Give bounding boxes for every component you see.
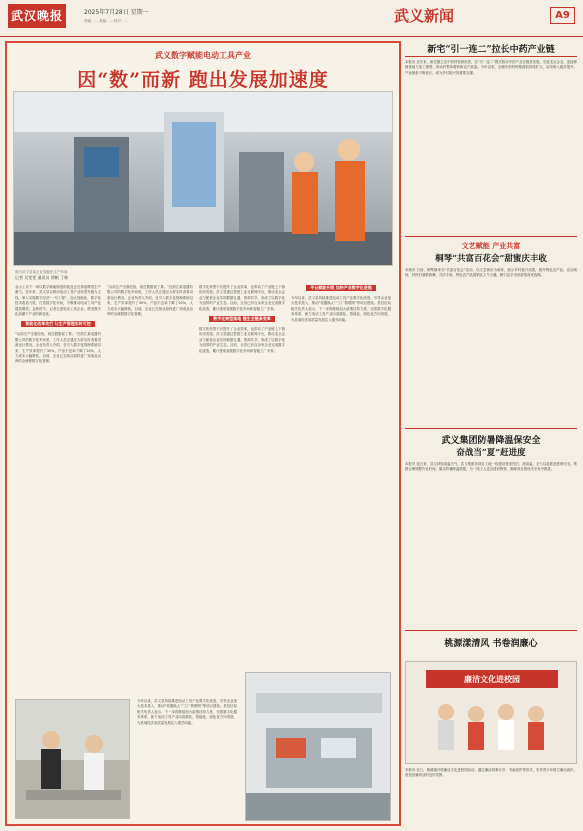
divider — [405, 428, 577, 429]
subhead-text: 智能化改革先行 让生产管理实时可控 — [21, 321, 94, 327]
production-line-photo — [245, 672, 391, 821]
story2-title: 文艺赋能 产业共富 — [461, 241, 521, 250]
lead-column-4 — [291, 285, 391, 665]
subhead-text: 平台赋能升级 加快产业数字化进程 — [306, 285, 375, 291]
divider — [405, 630, 577, 631]
column-text: 数字化转型不仅提升了企业效率，也带动了产业链上下游协同发展。武义县通过搭建工业互联网平台，推动龙头企业与配套企业实现数据互通、资源共享，形成了以数字化为纽带的产业生态。目前，全县已有百余家企业完成数字化改造，累计建成省级数字化车间和智能工厂多家。 — [199, 327, 285, 353]
column-text: “以前生产全靠经验，现在数据说了算。”在浙江某电器有限公司的数字化车间里，工作人员正通过大屏实时查看设备运行情况。企业负责人介绍，自引入数字化管理系统以来，生产效率提升了30%，产品不良率下降了20%，人力成本大幅降低。目前，企业已实现从原料进厂到成品出库的全流程数字化管理。 — [15, 332, 101, 364]
newspaper-logo: 武汉晚报 — [8, 4, 66, 28]
column-text: 金山工坊下一项以数字赋能制造的改变正在持续释放生产潜力。近年来，武义县以推动电动工具产业转型升级为主线，深入实施数字经济“一号工程”，加大智能化、数字化技术改造力度，打造数字化车间，不断推动电动工具产业提质增效。金秋时节，记者走进电动工具企业，感受数字化浪潮下产业的新变化。 — [15, 285, 101, 317]
subhead-text: 数字化转型落地 链生全链条变革 — [209, 316, 274, 322]
story-text: 本报讯 日前，桐琴镇举办“共富百花会”活动，以文艺演出为载体，展示乡村振兴成果，推介特色农产品。活动现场，村民们载歌载舞，共庆丰收，特色农产品展销区人气火爆，吸引众多市民游客前来选购。 — [405, 268, 577, 278]
story-text: 本报讯 近年来，新宅镇立足中药材资源优势，以“引一连二”模式推动中药产业全链条发展，引进龙头企业，连接种植基地与加工销售，带动村集体增收和农户致富。今年以来，全镇中药材种植面积持续扩大，亩均收入稳步提升，产业链条不断延长，成为乡村振兴的重要支撑。 — [405, 60, 577, 75]
subhead-3 — [291, 285, 391, 292]
story1-text — [405, 60, 577, 230]
photo-caption: 图为武义县某企业智能化生产车间 — [15, 270, 68, 274]
story-text: 本报讯 近日，桃溪镇开展廉洁文化进校园活动，通过廉洁故事分享、书画创作等形式，引导青少年树立廉洁意识，营造崇廉尚洁的良好氛围。 — [405, 768, 577, 778]
lead-column-3 — [199, 285, 285, 665]
divider — [405, 56, 577, 57]
story1-title: 新宅“引一连二”拉长中药产业链 — [427, 45, 555, 55]
divider — [405, 236, 577, 237]
lead-column-1 — [15, 285, 101, 695]
page-number: A9 — [550, 7, 575, 24]
school-photo — [405, 661, 577, 764]
subhead-1 — [15, 321, 101, 328]
story4-text — [405, 768, 577, 826]
column-text: 数字化转型不仅提升了企业效率，也带动了产业链上下游协同发展。武义县通过搭建工业互联网平台，推动龙头企业与配套企业实现数据互通、资源共享，形成了以数字化为纽带的产业生态。目前，全县已有百余家企业完成数字化改造，累计建成省级数字化车间和智能工厂多家。 — [199, 285, 285, 311]
lead-headline: 因“数”而新 跑出发展加速度 — [77, 69, 329, 91]
workers-photo — [15, 699, 130, 819]
production-line-graphic — [246, 673, 391, 821]
lead-kicker: 武义数字赋能电动工具产业 — [155, 51, 251, 60]
factory-photo-graphic — [14, 92, 393, 266]
workers-photo-graphic — [16, 700, 130, 819]
section-title: 武义新闻 — [394, 7, 455, 25]
story2-subtitle: 桐琴“共富百花会”甜蜜庆丰收 — [435, 254, 547, 264]
story4-title: 桃源漾清风 书卷润廉心 — [444, 639, 538, 649]
masthead — [0, 0, 583, 37]
factory-photo — [13, 91, 393, 266]
story3-text — [405, 462, 577, 627]
issue-date: 2025年7月28日 星期一 — [84, 9, 149, 16]
photo-banner: 廉洁文化进校园 — [464, 674, 520, 684]
story2-text — [405, 268, 577, 423]
column-text: 今年以来，武义县持续推进电动工具产业数字化改造，引导企业加大技术投入，推动“机器换人”“工厂物联网”等项目建设。县经信局相关负责人表示，下一步将继续加大政策扶持力度，完善数字化服务体系，助力电动工具产业向高端化、智能化、绿色化方向发展，为县域经济高质量发展注入强劲动能。 — [137, 699, 237, 725]
column-text: 今年以来，武义县持续推进电动工具产业数字化改造，引导企业加大技术投入，推动“机器换人”“工厂物联网”等项目建设。县经信局相关负责人表示，下一步将继续加大政策扶持力度，完善数字化服务体系，助力电动工具产业向高端化、智能化、绿色化方向发展，为县域经济高质量发展注入强劲动能。 — [291, 296, 391, 322]
byline: 记者 吴雯雯 通讯员 徐帆 丁帅 — [15, 275, 69, 280]
subhead-2 — [199, 316, 285, 323]
story3-subtitle: 奋战当“夏”赶进度 — [456, 448, 526, 458]
lead-column-5 — [137, 699, 237, 819]
lead-story — [5, 41, 401, 826]
story-text: 本报讯 连日来，武义持续高温天气，武义集团各项目工地一线建设者顶烈日、战高温，全力以赴抓进度保安全。集团合理调整作业时间，落实防暑降温措施，为一线工人送去清凉物资，确保项目建设安全有序推进。 — [405, 462, 577, 472]
story3-title: 武义集团防暑降温保安全 — [441, 436, 541, 446]
column-text: “以前生产全靠经验，现在数据说了算。”在浙江某电器有限公司的数字化车间里，工作人员正通过大屏实时查看设备运行情况。企业负责人介绍，自引入数字化管理系统以来，生产效率提升了30%，产品不良率下降了20%，人力成本大幅降低。目前，企业已实现从原料进厂到成品出库的全流程数字化管理。 — [107, 285, 193, 317]
lead-column-2 — [107, 285, 193, 695]
editor-info: 责编：... 美编：... 校对：... — [84, 19, 128, 23]
